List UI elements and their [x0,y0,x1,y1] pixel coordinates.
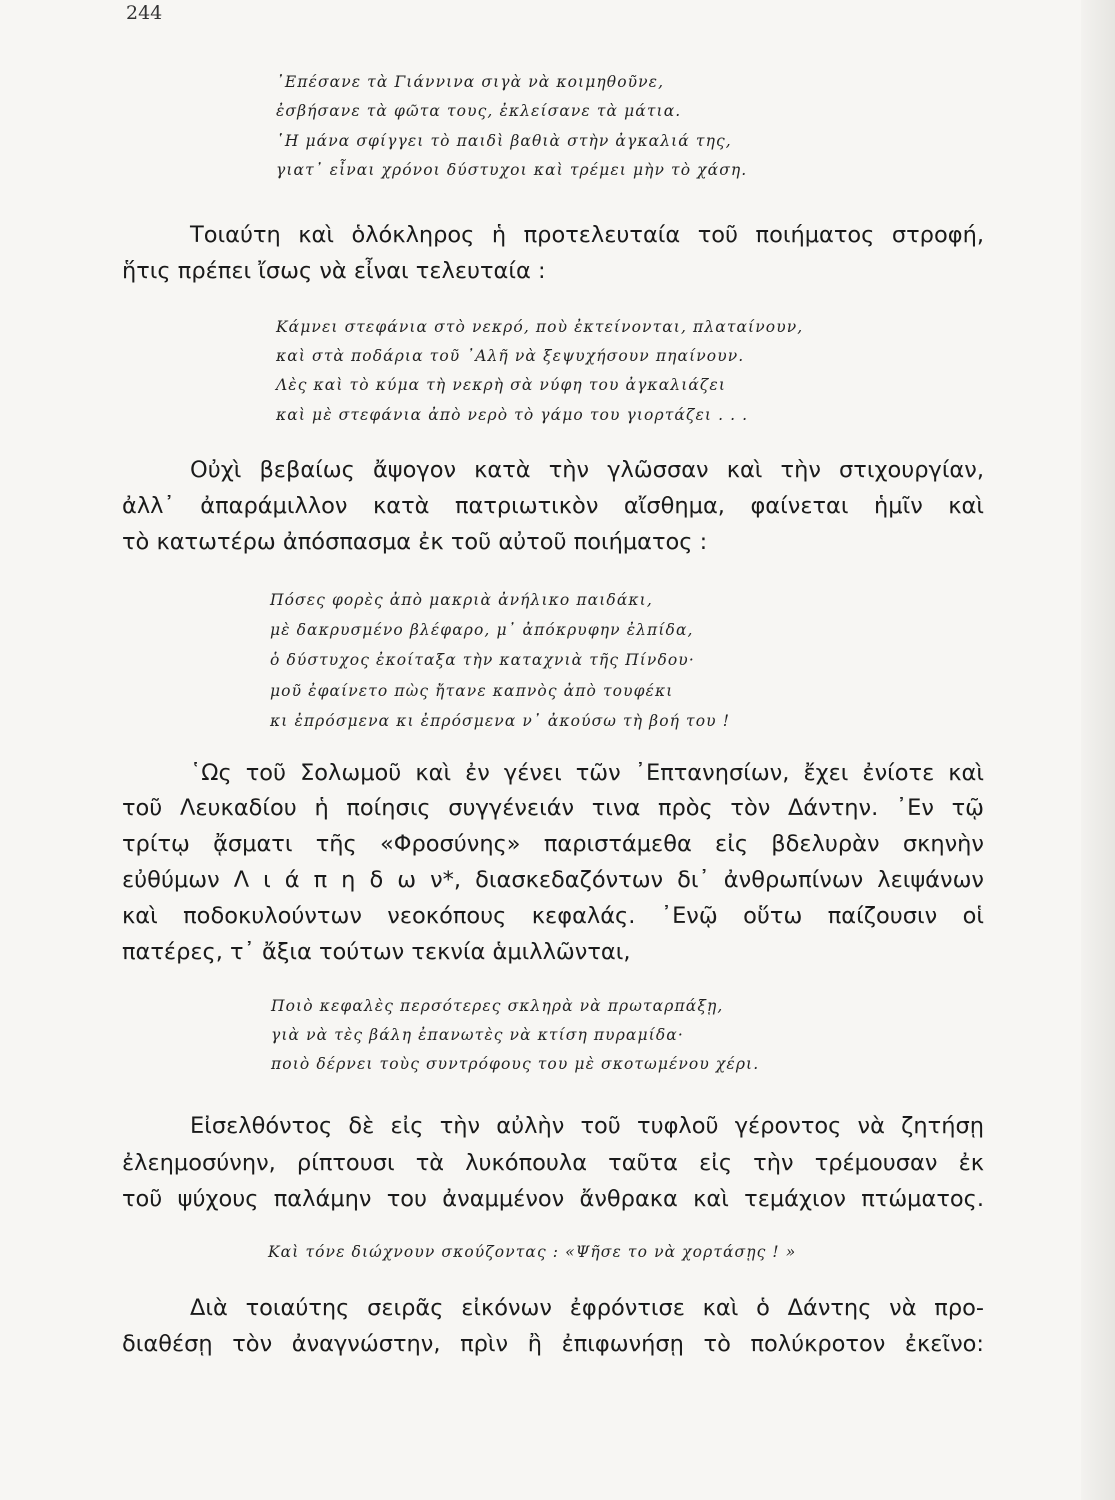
verse-line: μὲ δακρυσμένο βλέφαρο, μ᾿ ἀπόκρυφην ἐλπίδα, [270,621,694,639]
text-line: καὶ ποδοκυλούντων νεοκόπους κεφαλάς. ᾿Ενῷ οὕτω παίζουσιν οἱ [122,903,984,929]
verse-line: ἐσβήσανε τὰ φῶτα τους, ἐκλείσανε τὰ μάτια. [276,102,682,120]
verse-line: Λὲς καὶ τὸ κύμα τὴ νεκρὴ σὰ νύφη του ἀγκαλιάζει [276,376,727,394]
text-line: τὸ κατωτέρω ἀπόσπασμα ἐκ τοῦ αὐτοῦ ποιήματος : [122,529,708,555]
verse-block-5 [268,1243,908,1273]
verse-line: ποιὸ δέρνει τοὺς συντρόφους του μὲ σκοτωμένου χέρι. [271,1055,760,1073]
page-edge-shadow [1081,0,1115,1500]
text-line: εὐθύμων Λ ι ά π η δ ω ν*, διασκεδαζόντων δι᾿ ἀνθρωπίνων λειψάνων [122,867,984,893]
paragraph-2 [122,457,984,567]
verse-line: Ποιὸ κεφαλὲς περσότερες σκληρὰ νὰ πρωταρπάξῃ, [271,997,724,1015]
paragraph-3 [122,760,984,980]
verse-line: ῾Η μάνα σφίγγει τὸ παιδὶ βαθιὰ στὴν ἀγκαλιά της, [276,132,732,150]
text-line: τοῦ Λευκαδίου ἡ ποίησις συγγένειάν τινα πρὸς τὸν Δάντην. ᾿Εν τῷ [122,795,984,821]
verse-line: Κάμνει στεφάνια στὸ νεκρό, ποὺ ἐκτείνονται, πλαταίνουν, [276,318,804,336]
text-line: Τοιαύτη καὶ ὁλόκληρος ἡ προτελευταία τοῦ ποιήματος στροφή, [190,222,984,248]
paragraph-1 [122,222,984,292]
verse-line: ὁ δύστυχος ἐκοίταξα τὴν καταχνιὰ τῆς Πίνδου· [270,651,695,669]
verse-line: Πόσες φορὲς ἀπὸ μακριὰ ἀνήλικο παιδάκι, [270,591,653,609]
verse-line: Καὶ τόνε διώχνουν σκούζοντας : «Ψῆσε το νὰ χορτάσῃς ! » [268,1243,797,1261]
verse-block-4 [271,997,871,1087]
text-line: ἐλεημοσύνην, ρίπτουσι τὰ λυκόπουλα ταῦτα εἰς τὴν τρέμουσαν ἐκ [122,1150,984,1176]
text-line: Εἰσελθόντος δὲ εἰς τὴν αὐλὴν τοῦ τυφλοῦ γέροντος νὰ ζητήσῃ [190,1113,984,1139]
text-line: τοῦ ψύχους παλάμην του ἀναμμένον ἄνθρακα καὶ τεμάχιον πτώματος. [122,1186,984,1212]
verse-block-3 [270,591,870,741]
verse-line: μοῦ ἐφαίνετο πὼς ἤτανε καπνὸς ἀπὸ τουφέκι [270,682,674,700]
verse-line: γιὰ νὰ τὲς βάλη ἐπανωτὲς νὰ κτίση πυραμίδα· [271,1026,684,1044]
verse-block-2 [276,318,896,438]
text-line: τρίτῳ ᾄσματι τῆς «Φροσύνης» παριστάμεθα εἰς βδελυρὰν σκηνὴν [122,831,984,857]
verse-line: καὶ μὲ στεφάνια ἀπὸ νερὸ τὸ γάμο του γιορτάζει . . . [276,406,749,424]
verse-line: ᾿Επέσανε τὰ Γιάννινα σιγὰ νὰ κοιμηθοῦνε, [276,73,665,91]
text-line: ἥτις πρέπει ἴσως νὰ εἶναι τελευταία : [122,258,546,284]
page-number: 244 [126,2,163,24]
paragraph-4 [122,1113,984,1223]
text-line: ἀλλ᾿ ἀπαράμιλλον κατὰ πατριωτικὸν αἴσθημα, φαίνεται ἡμῖν καὶ [122,493,984,519]
verse-line: καὶ στὰ ποδάρια τοῦ ᾿Αλῆ νὰ ξεψυχήσουν πηαίνουν. [276,347,745,365]
text-line: διαθέσῃ τὸν ἀναγνώστην, πρὶν ἢ ἐπιφωνήσῃ τὸ πολύκροτον ἐκεῖνο: [122,1331,984,1357]
verse-line: κι ἐπρόσμενα κι ἐπρόσμενα ν᾿ ἀκούσω τὴ βοή του ! [270,712,731,730]
text-line: Διὰ τοιαύτης σειρᾶς εἰκόνων ἐφρόντισε καὶ ὁ Δάντης νὰ προ- [190,1295,984,1321]
verse-block-1 [276,73,836,193]
text-line: πατέρες, τ᾿ ἄξια τούτων τεκνία ἁμιλλῶνται, [122,939,631,965]
text-line: ῾Ως τοῦ Σολωμοῦ καὶ ἐν γένει τῶν ᾿Επτανησίων, ἔχει ἐνίοτε καὶ [190,760,984,786]
text-line: Οὐχὶ βεβαίως ἄψογον κατὰ τὴν γλῶσσαν καὶ τὴν στιχουργίαν, [190,457,984,483]
paragraph-5 [122,1295,984,1370]
verse-line: γιατ᾿ εἶναι χρόνοι δύστυχοι καὶ τρέμει μὴν τὸ χάση. [276,161,748,179]
